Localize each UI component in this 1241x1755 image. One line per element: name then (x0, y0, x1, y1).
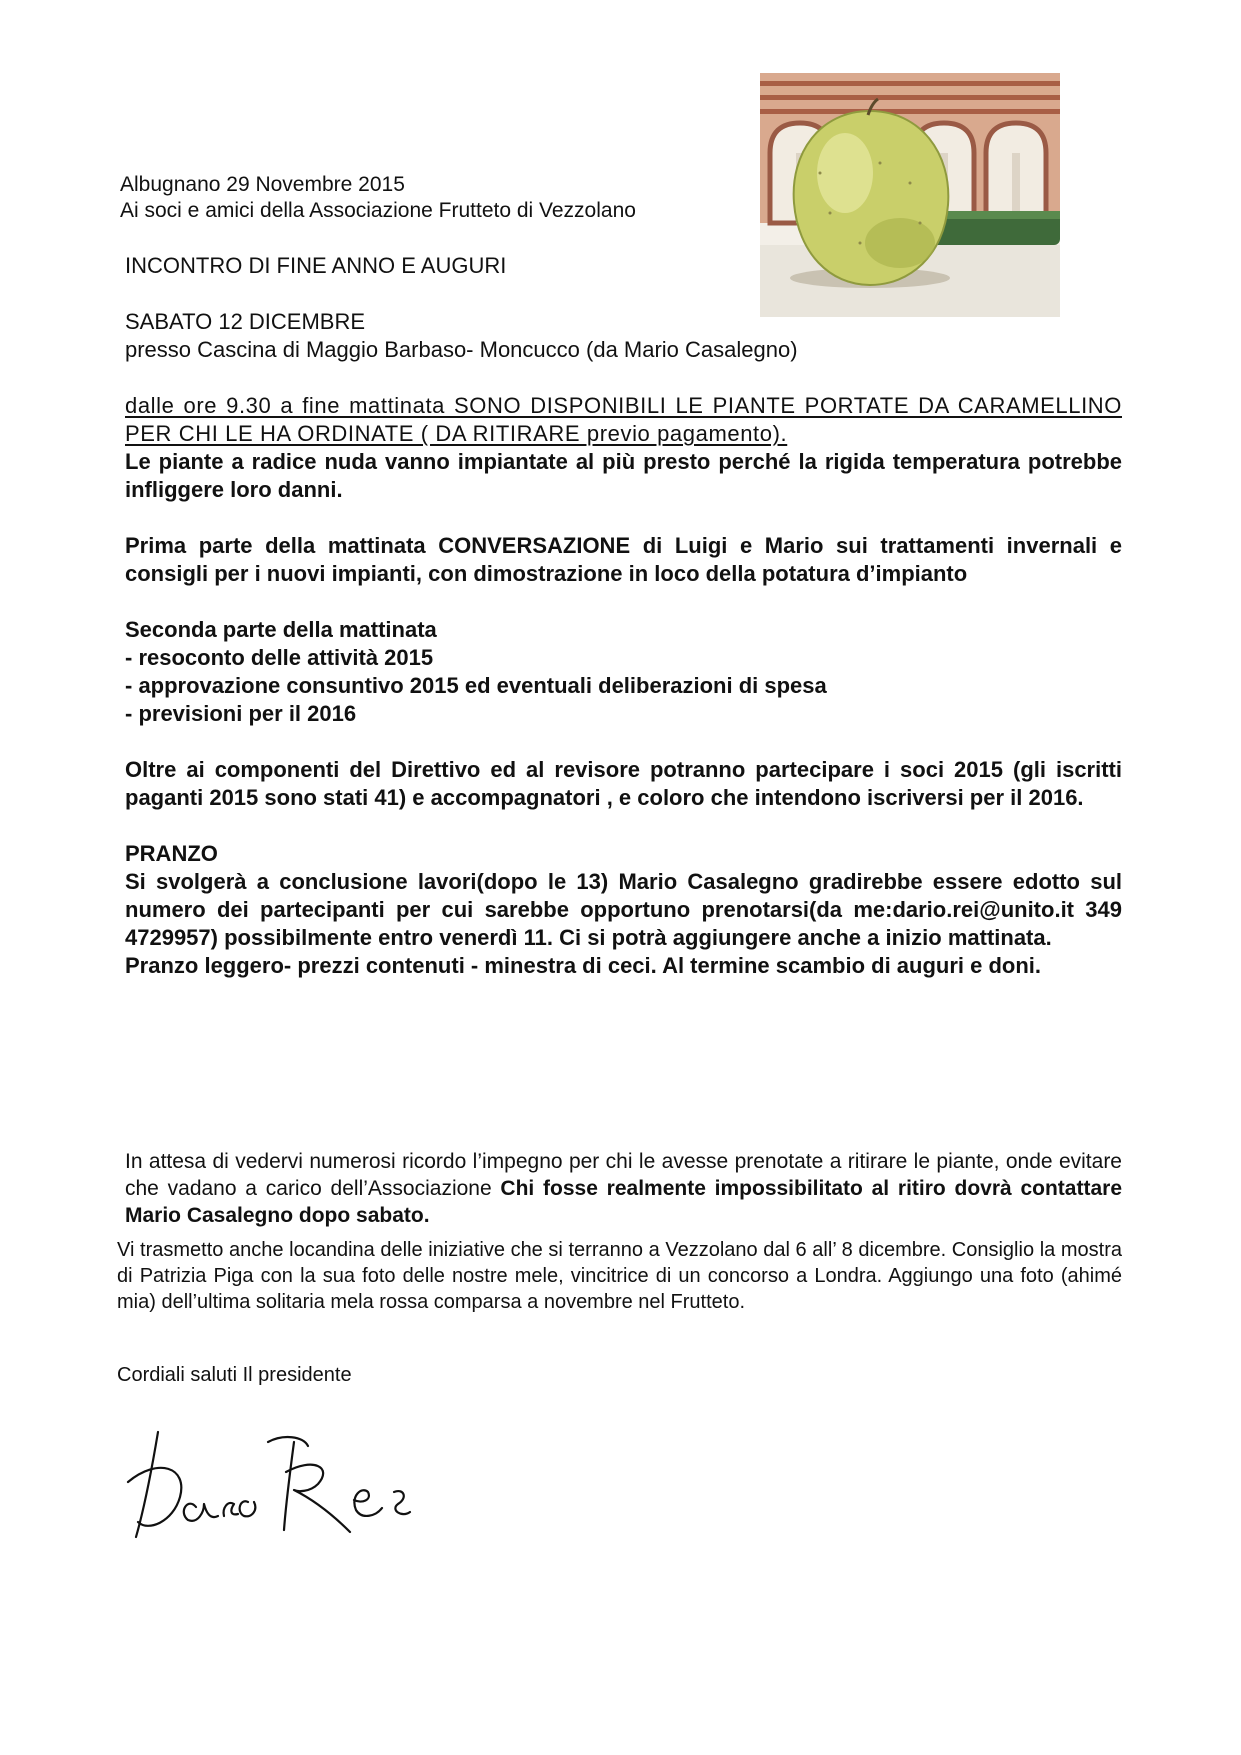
lunch-details: Si svolgerà a conclusione lavori(dopo le 13) Mario Casalegno gradirebbe essere edotto sul numero dei partecipanti per cui sarebbe opportuno prenotarsi(da me:dario.rei@unito.it 349 4729957) possibilmente entro venerdì 11. Ci si potrà aggiungere anche a inizio mattinata. (125, 869, 1122, 950)
lunch-heading: PRANZO (125, 841, 218, 866)
first-part-paragraph: Prima parte della mattinata CONVERSAZIONE di Luigi e Mario sui trattamenti invernali e consigli per i nuovi impianti, con dimostrazione in loco della potatura d’impianto (125, 533, 1122, 586)
signoff: Cordiali saluti Il presidente (117, 1364, 352, 1386)
second-part-item: - previsioni per il 2016 (125, 701, 357, 726)
event-title: INCONTRO DI FINE ANNO E AUGURI (125, 253, 507, 278)
second-part-heading: Seconda parte della mattinata (125, 617, 437, 642)
event-date: SABATO 12 DICEMBRE (125, 309, 366, 334)
lunch-menu: Pranzo leggero- prezzi contenuti - minestra di ceci. Al termine scambio di auguri e doni. (125, 953, 1042, 978)
reminder-bold: Chi fosse realmente impossibilitato al ritiro dovrà contattare Mario Casalegno dopo sabato. (125, 1177, 1122, 1227)
plants-pickup-notice: dalle ore 9.30 a fine mattinata SONO DISPONIBILI LE PIANTE PORTATE DA CARAMELLINO PER CHI LE HA ORDINATE ( DA RITIRARE previo pagamento). (125, 393, 1122, 446)
date-line: Albugnano 29 Novembre 2015 (120, 173, 405, 196)
recipients-line: Ai soci e amici della Associazione Frutteto di Vezzolano (120, 199, 636, 222)
second-part-item: - resoconto delle attività 2015 (125, 645, 434, 670)
plants-warning: Le piante a radice nuda vanno impiantate al più presto perché la rigida temperatura potrebbe infliggere loro danni. (125, 449, 1122, 502)
additional-info-text: Vi trasmetto anche locandina delle iniziative che si terranno a Vezzolano dal 6 all’ 8 dicembre. Consiglio la mostra di Patrizia Piga con la sua foto delle nostre mele, vincitrice di un concorso a Londra. Aggiungo una foto (ahimé mia) dell’ultima solitaria mela rossa comparsa a novembre nel Frutteto. (117, 1239, 1122, 1313)
event-location: presso Cascina di Maggio Barbaso- Moncucco (da Mario Casalegno) (125, 337, 798, 362)
closing-paragraph (125, 1148, 1122, 1229)
letter-body (125, 252, 1122, 980)
handwritten-signature-icon (118, 1412, 428, 1552)
second-part-item: - approvazione consuntivo 2015 ed eventuali deliberazioni di spesa (125, 673, 827, 698)
additional-info (117, 1237, 1122, 1315)
participants-paragraph: Oltre ai componenti del Direttivo ed al revisore potranno partecipare i soci 2015 (gli iscritti paganti 2015 sono stati 41) e accompagnatori , e coloro che intendono iscriversi per il 2016. (125, 757, 1122, 810)
reminder-text: In attesa di vedervi numerosi ricordo l’impegno per chi le avesse prenotate a ritirare le piante, onde evitare che vadano a carico dell’Associazione (125, 1150, 1122, 1200)
letter-header (120, 172, 636, 224)
